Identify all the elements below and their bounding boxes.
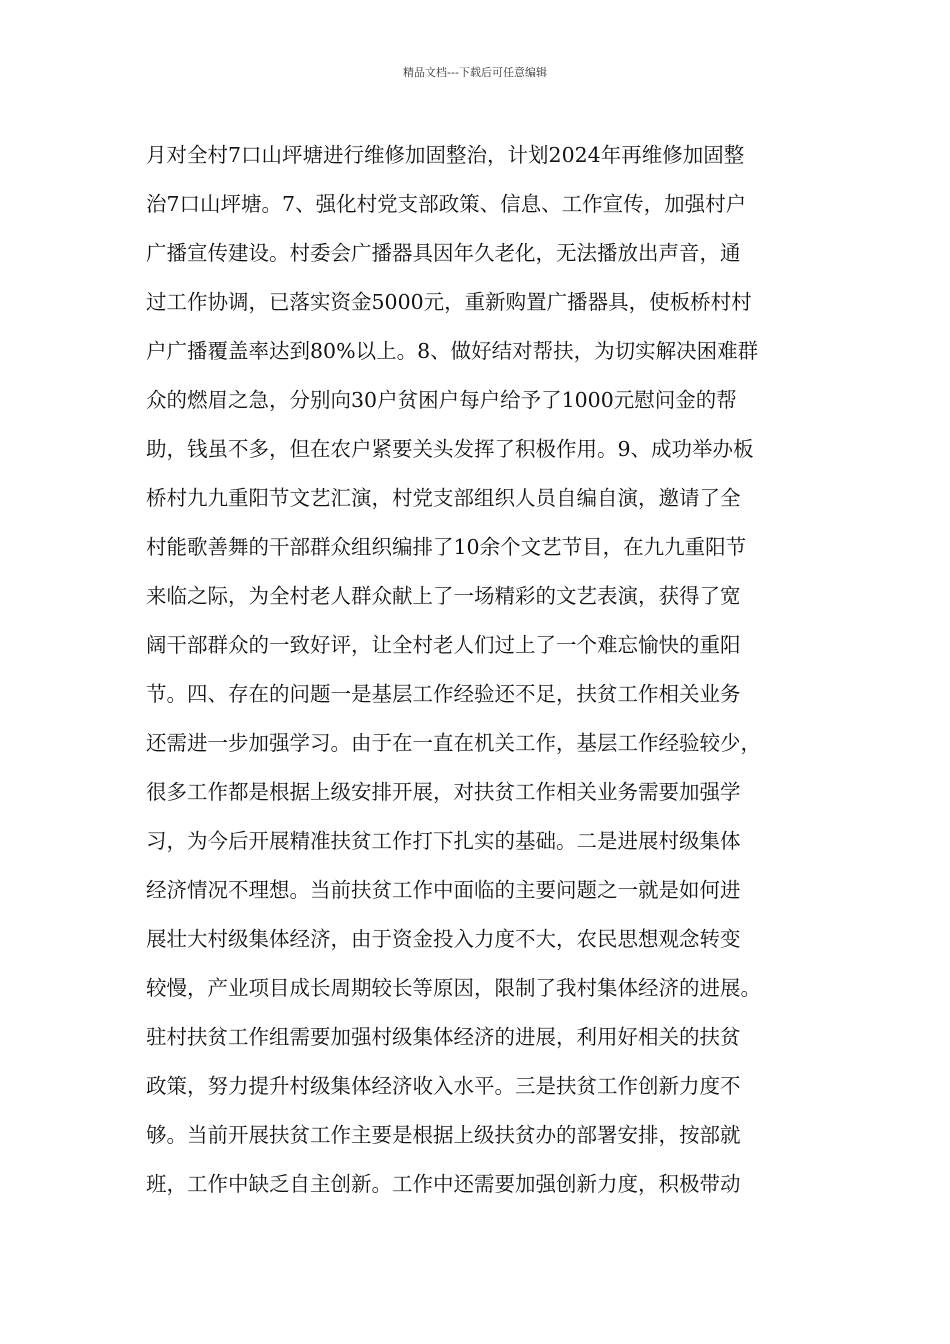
text-line: 够。当前开展扶贫工作主要是根据上级扶贫办的部署安排，按部就 [146,1123,741,1147]
text-line: 治7口山坪塘。7、强化村党支部政策、信息、工作宣传，加强村户 [146,192,747,216]
text-line: 驻村扶贫工作组需要加强村级集体经济的进展，利用好相关的扶贫 [146,1025,741,1049]
text-line: 阔干部群众的一致好评，让全村老人们过上了一个难忘愉快的重阳 [146,633,741,657]
text-line: 村能歌善舞的干部群众组织编排了10余个文艺节目，在九九重阳节 [146,535,747,559]
text-line: 班，工作中缺乏自主创新。工作中还需要加强创新力度，积极带动 [146,1172,741,1196]
body-text [146,131,816,1209]
text-line: 政策，努力提升村级集体经济收入水平。三是扶贫工作创新力度不 [146,1074,741,1098]
text-line: 还需进一步加强学习。由于在一直在机关工作，基层工作经验较少， [146,731,761,755]
text-line: 经济情况不理想。当前扶贫工作中面临的主要问题之一就是如何进 [146,878,741,902]
text-line: 众的燃眉之急，分别向30户贫困户每户给予了1000元慰问金的帮 [146,388,737,412]
text-line: 广播宣传建设。村委会广播器具因年久老化，无法播放出声音，通 [146,241,741,265]
text-line: 桥村九九重阳节文艺汇演，村党支部组织人员自编自演，邀请了全 [146,486,741,510]
text-line: 助，钱虽不多，但在农户紧要关头发挥了积极作用。9、成功举办板 [146,437,754,461]
text-line: 来临之际，为全村老人群众献上了一场精彩的文艺表演，获得了宽 [146,584,741,608]
text-line: 很多工作都是根据上级安排开展，对扶贫工作相关业务需要加强学 [146,780,741,804]
text-line: 月对全村7口山坪塘进行维修加固整治，计划2024年再维修加固整 [146,143,745,167]
text-line: 展壮大村级集体经济，由于资金投入力度不大，农民思想观念转变 [146,927,741,951]
page-header: 精品文档---下载后可任意编辑 [403,66,547,79]
text-line: 过工作协调，已落实资金5000元，重新购置广播器具，使板桥村村 [146,290,752,314]
text-line: 较慢，产业项目成长周期较长等原因，限制了我村集体经济的进展。 [146,976,761,1000]
text-line: 节。四、存在的问题一是基层工作经验还不足，扶贫工作相关业务 [146,682,741,706]
text-line: 习，为今后开展精准扶贫工作打下扎实的基础。二是进展村级集体 [146,829,741,853]
text-line: 户广播覆盖率达到80%以上。8、做好结对帮扶，为切实解决困难群 [146,339,759,363]
